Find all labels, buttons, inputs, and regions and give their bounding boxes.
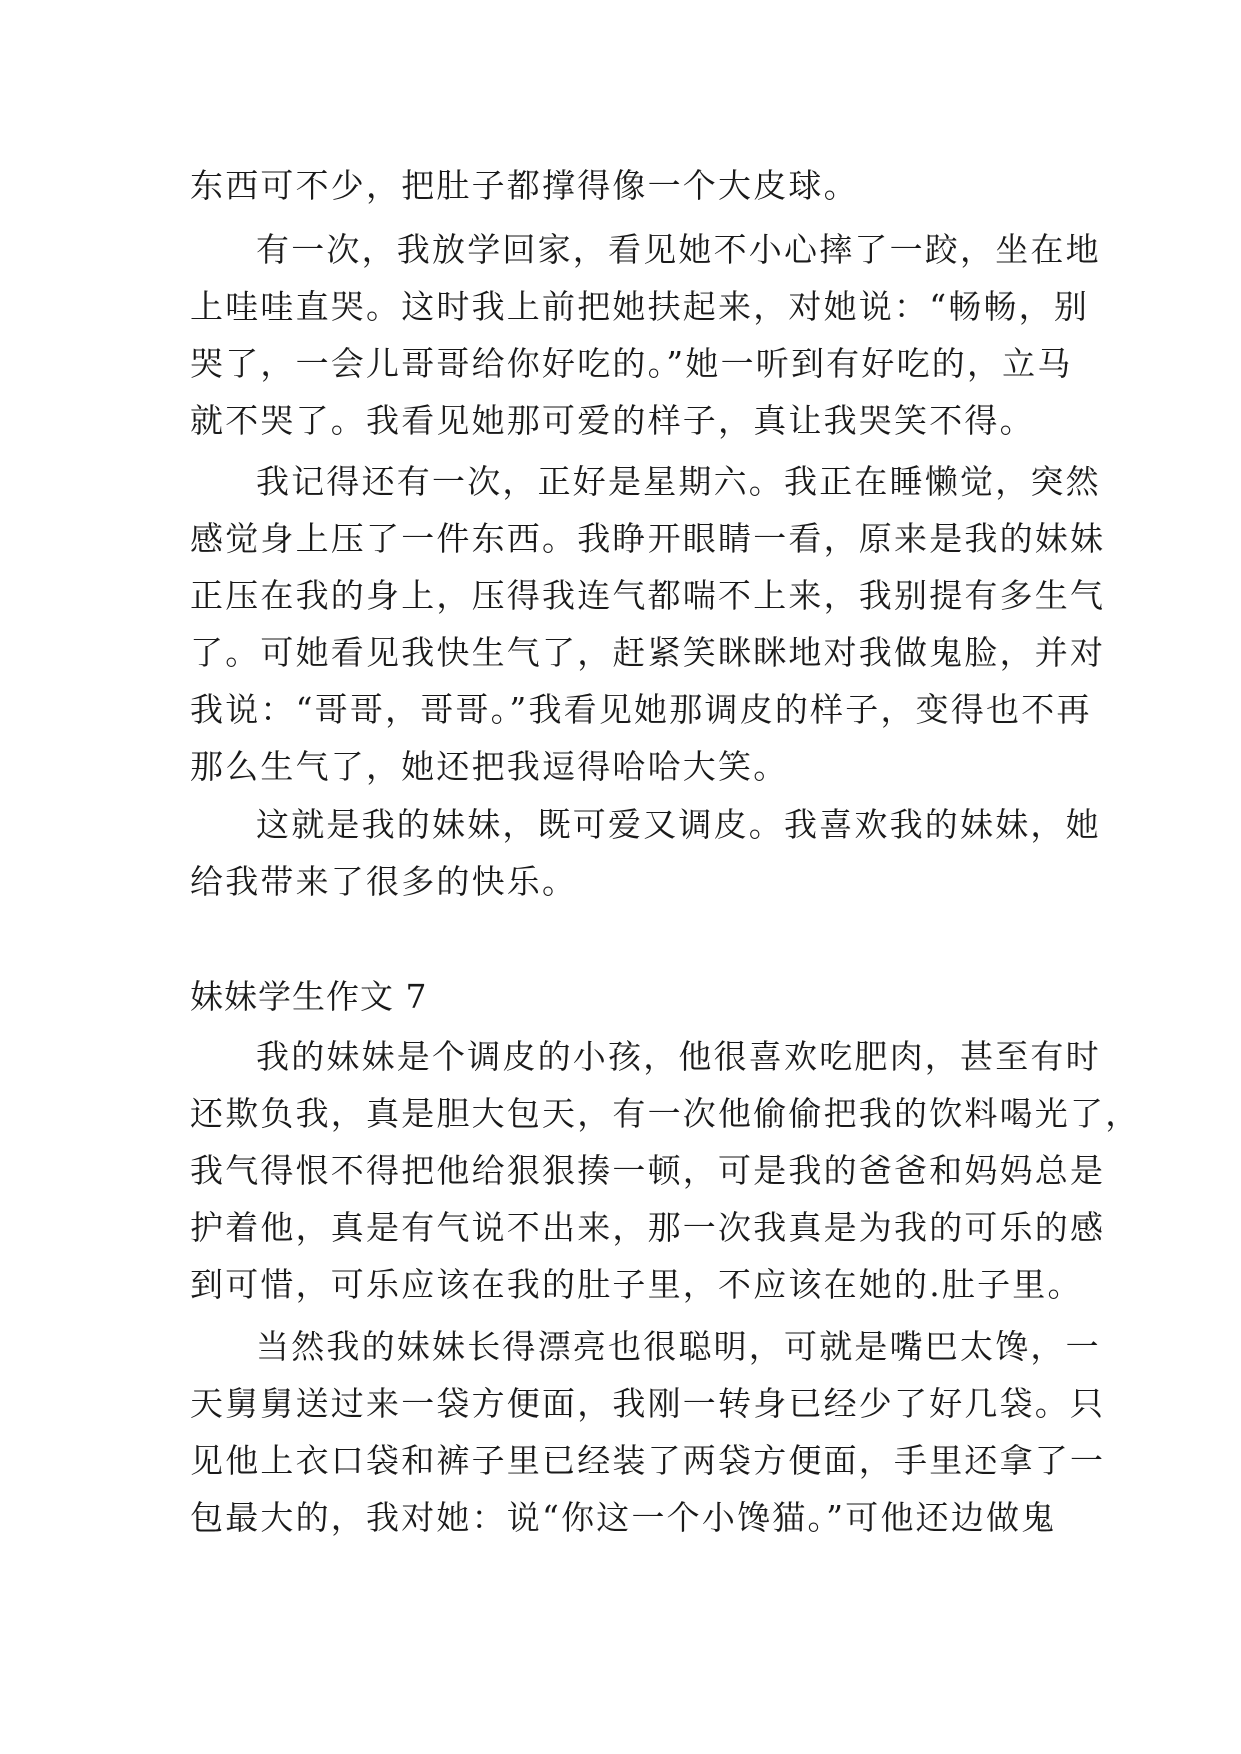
text-line: 哭了，一会儿哥哥给你好吃的。”她一听到有好吃的，立马 <box>190 344 1073 383</box>
section-heading: 妹妹学生作文 7 <box>190 977 428 1016</box>
text-line: 那么生气了，她还把我逗得哈哈大笑。 <box>190 747 789 786</box>
text-line: 天舅舅送过来一袋方便面，我刚一转身已经少了好几袋。只 <box>190 1384 1106 1423</box>
text-line: 我记得还有一次，正好是星期六。我正在睡懒觉，突然 <box>256 462 1101 501</box>
text-line: 了。可她看见我快生气了，赶紧笑眯眯地对我做鬼脸，并对 <box>190 633 1106 672</box>
text-line: 感觉身上压了一件东西。我睁开眼睛一看，原来是我的妹妹 <box>190 519 1106 558</box>
text-line: 我说：“哥哥，哥哥。”我看见她那调皮的样子，变得也不再 <box>190 690 1092 729</box>
text-line: 给我带来了很多的快乐。 <box>190 862 578 901</box>
text-line: 包最大的，我对她：说“你这一个小馋猫。”可他还边做鬼 <box>190 1498 1057 1537</box>
text-line: 我的妹妹是个调皮的小孩，他很喜欢吃肥肉，甚至有时 <box>256 1037 1101 1076</box>
text-line: 东西可不少，把肚子都撑得像一个大皮球。 <box>190 166 859 205</box>
text-line: 这就是我的妹妹，既可爱又调皮。我喜欢我的妹妹，她 <box>256 805 1101 844</box>
text-line: 上哇哇直哭。这时我上前把她扶起来，对她说：“畅畅，别 <box>190 287 1090 326</box>
text-line: 见他上衣口袋和裤子里已经装了两袋方便面，手里还拿了一 <box>190 1441 1106 1480</box>
text-line: 护着他，真是有气说不出来，那一次我真是为我的可乐的感 <box>190 1208 1106 1247</box>
text-line: 我气得恨不得把他给狠狠揍一顿，可是我的爸爸和妈妈总是 <box>190 1151 1106 1190</box>
text-line: 当然我的妹妹长得漂亮也很聪明，可就是嘴巴太馋，一 <box>256 1327 1101 1366</box>
text-line: 到可惜，可乐应该在我的肚子里，不应该在她的.肚子里。 <box>190 1265 1083 1304</box>
text-line: 正压在我的身上，压得我连气都喘不上来，我别提有多生气 <box>190 576 1106 615</box>
text-line: 就不哭了。我看见她那可爱的样子，真让我哭笑不得。 <box>190 401 1035 440</box>
text-line: 有一次，我放学回家，看见她不小心摔了一跤，坐在地 <box>256 230 1101 269</box>
text-line: 还欺负我，真是胆大包天，有一次他偷偷把我的饮料喝光了， <box>190 1094 1141 1133</box>
